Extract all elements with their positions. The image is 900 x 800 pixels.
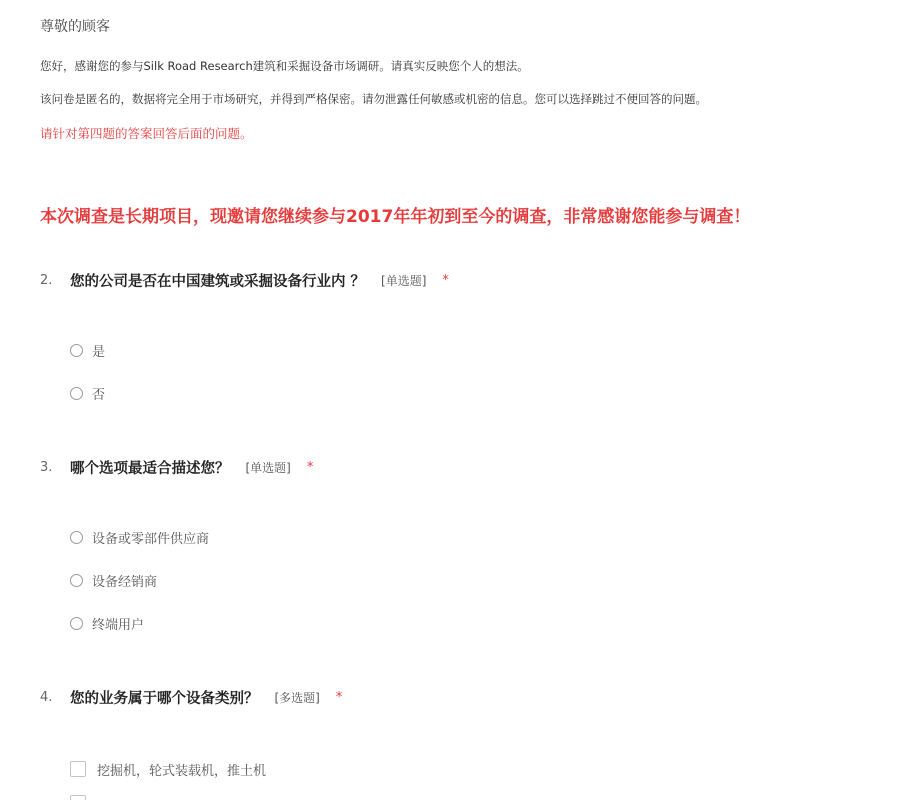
radio-button[interactable] — [70, 617, 83, 630]
question-number: 4. — [40, 689, 53, 705]
question-3 — [40, 456, 880, 636]
option-no[interactable] — [70, 383, 105, 403]
question-2 — [40, 269, 880, 409]
question-type-label: [单选题] — [245, 460, 291, 475]
question-title: 您的业务属于哪个设备类别？ — [70, 690, 259, 707]
option-label: 设备或零部件供应商 — [92, 531, 210, 547]
greeting-heading: 尊敬的顾客 — [40, 19, 110, 35]
radio-button[interactable] — [70, 531, 83, 544]
option-label: 否 — [92, 387, 106, 403]
option-label: 设备经销商 — [92, 574, 158, 590]
option-dealer[interactable] — [70, 570, 157, 590]
radio-button[interactable] — [70, 344, 83, 357]
question-number: 2. — [40, 272, 53, 288]
question-2-header — [40, 269, 880, 291]
question-title: 您的公司是否在中国建筑或采掘设备行业内 ？ — [70, 273, 366, 290]
required-marker: * — [442, 272, 449, 288]
option-label: 终端用户 — [92, 617, 145, 633]
option-excavator-loader-bulldozer[interactable] — [70, 759, 266, 779]
question-3-header — [40, 456, 880, 478]
option-yes[interactable] — [70, 340, 105, 360]
radio-button[interactable] — [70, 574, 83, 587]
question-number: 3. — [40, 459, 53, 475]
checkbox[interactable] — [70, 795, 86, 800]
question-4-header — [40, 686, 880, 708]
option-end-user[interactable] — [70, 613, 144, 633]
option-next-partial[interactable] — [70, 793, 97, 800]
required-marker: * — [335, 689, 343, 705]
radio-button[interactable] — [70, 387, 83, 400]
question-title: 哪个选项最适合描述您？ — [70, 460, 230, 477]
option-label: 挖掘机，轮式装载机，推土机 — [97, 763, 267, 779]
option-label: 是 — [92, 344, 106, 360]
option-supplier[interactable] — [70, 527, 209, 547]
survey-banner: 本次调查是长期项目，现邀请您继续参与2017年年初到至今的调查，非常感谢您能参与调查！ — [40, 207, 751, 227]
intro-instruction-note: 请针对第四题的答案回答后面的问题。 — [40, 126, 253, 141]
intro-text-2: 该问卷是匿名的，数据将完全用于市场研究，并得到严格保密。请勿泄露任何敏感或机密的信息。您可以选择跳过不便回答的问题。 — [40, 92, 707, 106]
question-type-label: [多选题] — [274, 690, 320, 705]
required-marker: * — [306, 459, 314, 475]
checkbox[interactable] — [70, 761, 86, 777]
intro-text-1: 您好，感谢您的参与Silk Road Research建筑和采掘设备市场调研。请真实反映您个人的想法。 — [40, 59, 529, 73]
question-4 — [40, 686, 880, 796]
question-type-label: [单选题] — [381, 273, 427, 288]
